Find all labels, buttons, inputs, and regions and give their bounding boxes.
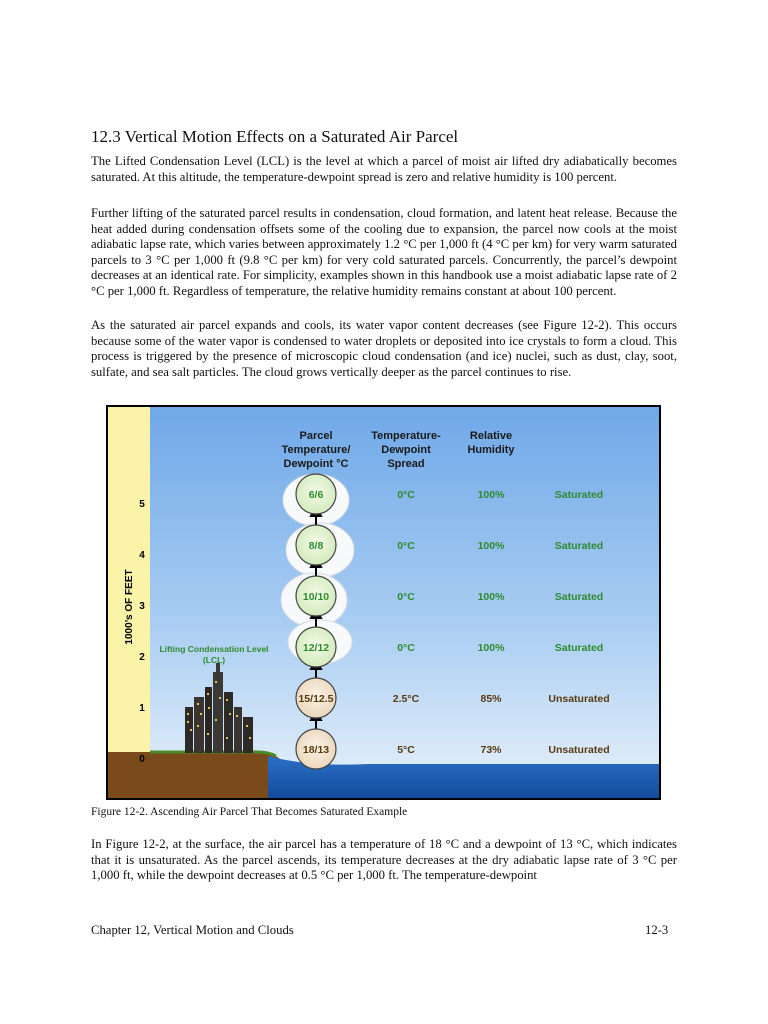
footer-page-number: 12-3 — [645, 923, 669, 937]
col-spread-header-3: Spread — [387, 458, 425, 470]
col-parcel-header-1: Parcel — [299, 430, 333, 442]
saturated-parcel-figure — [108, 407, 659, 798]
spread-value: 0°C — [397, 540, 415, 552]
humidity-value: 100% — [477, 489, 505, 501]
saturation-state: Saturated — [554, 540, 604, 552]
col-parcel-header-3: Dewpoint °C — [283, 458, 349, 470]
humidity-value: 100% — [477, 642, 505, 654]
col-rh-header-2: Humidity — [467, 444, 515, 456]
saturation-state: Unsaturated — [548, 693, 610, 705]
lcl-label-2: (LCL) — [202, 655, 226, 665]
saturation-state: Unsaturated — [548, 744, 610, 756]
parcel-temp-dewpoint: 8/8 — [308, 540, 324, 552]
altitude-tick-label: 2 — [139, 652, 145, 663]
spread-value: 5°C — [397, 744, 415, 756]
land — [108, 752, 280, 798]
col-spread-header-2: Dewpoint — [381, 444, 431, 456]
section-heading: 12.3 Vertical Motion Effects on a Saturated Air Parcel — [91, 127, 459, 146]
spread-value: 0°C — [397, 642, 415, 654]
yaxis-label: 1000’s OF FEET — [124, 569, 135, 645]
col-spread-header-1: Temperature- — [371, 430, 441, 442]
altitude-tick-label: 3 — [139, 601, 145, 612]
humidity-value: 73% — [480, 744, 502, 756]
col-parcel-header-2: Temperature/ — [281, 444, 351, 456]
altitude-tick-label: 5 — [139, 499, 145, 510]
humidity-value: 100% — [477, 591, 505, 603]
parcel-temp-dewpoint: 15/12.5 — [298, 693, 334, 705]
parcel-temp-dewpoint: 6/6 — [308, 489, 324, 501]
humidity-value: 100% — [477, 540, 505, 552]
parcel-temp-dewpoint: 12/12 — [302, 642, 330, 654]
lcl-label-1: Lifting Condensation Level — [159, 644, 269, 654]
footer-chapter: Chapter 12, Vertical Motion and Clouds — [91, 923, 294, 937]
saturation-state: Saturated — [554, 591, 604, 603]
altitude-tick-label: 0 — [139, 754, 145, 765]
paragraph-lcl-definition: The Lifted Condensation Level (LCL) is the level at which a parcel of moist air lifted dry adiabatically becomes saturated. At this altitude, the temperature-dewpoint spread is zero and relative humidity is 100 percent. — [91, 154, 677, 184]
figure-caption: Figure 12-2. Ascending Air Parcel That Becomes Saturated Example — [91, 806, 408, 818]
saturation-state: Saturated — [554, 642, 604, 654]
altitude-tick-label: 4 — [139, 550, 145, 561]
paragraph-figure-explanation: In Figure 12-2, at the surface, the air parcel has a temperature of 18 °C and a dewpoint of 13 °C, which indicates that it is unsaturated. As the parcel ascends, its temperature decreases at the dry adiabatic lapse rate of 3 °C per 1,000 ft, while the dewpoint decreases at 0.5 °C per 1,000 ft. The temperature-dewpoint — [91, 837, 677, 883]
spread-value: 2.5°C — [392, 693, 420, 705]
altitude-tick-label: 1 — [139, 703, 145, 714]
parcel-temp-dewpoint: 18/13 — [302, 744, 330, 756]
paragraph-moist-lapse-rate: Further lifting of the saturated parcel results in condensation, cloud formation, and latent heat release. Because the heat added during condensation offsets some of the cooling due to expansion, the parcel now cools at the moist adiabatic lapse rate, which varies between approximately 1.2 °C per 1,000 ft (4 °C per km) for very warm saturated parcels to 3 °C per 1,000 ft (9.8 °C per km) for very cold saturated parcels. Concurrently, the parcel’s dewpoint decreases at an identical rate. For simplicity, examples shown in this handbook use a moist adiabatic lapse rate of 2 °C per 1,000 ft. Regardless of temperature, the relative humidity remains constant at about 100 percent. — [91, 206, 677, 298]
humidity-value: 85% — [480, 693, 502, 705]
spread-value: 0°C — [397, 591, 415, 603]
spread-value: 0°C — [397, 489, 415, 501]
paragraph-cloud-formation: As the saturated air parcel expands and cools, its water vapor content decreases (see Figure 12-2). This occurs because some of the water vapor is condensed to water droplets or deposited into ice crystals to form a cloud. This process is triggered by the presence of microscopic cloud condensation (and ice) nuclei, such as dust, clay, soot, sulfate, and sea salt particles. The cloud grows vertically deeper as the parcel continues to rise. — [91, 318, 677, 379]
col-rh-header-1: Relative — [469, 430, 513, 442]
parcel-temp-dewpoint: 10/10 — [302, 591, 330, 603]
saturation-state: Saturated — [554, 489, 604, 501]
